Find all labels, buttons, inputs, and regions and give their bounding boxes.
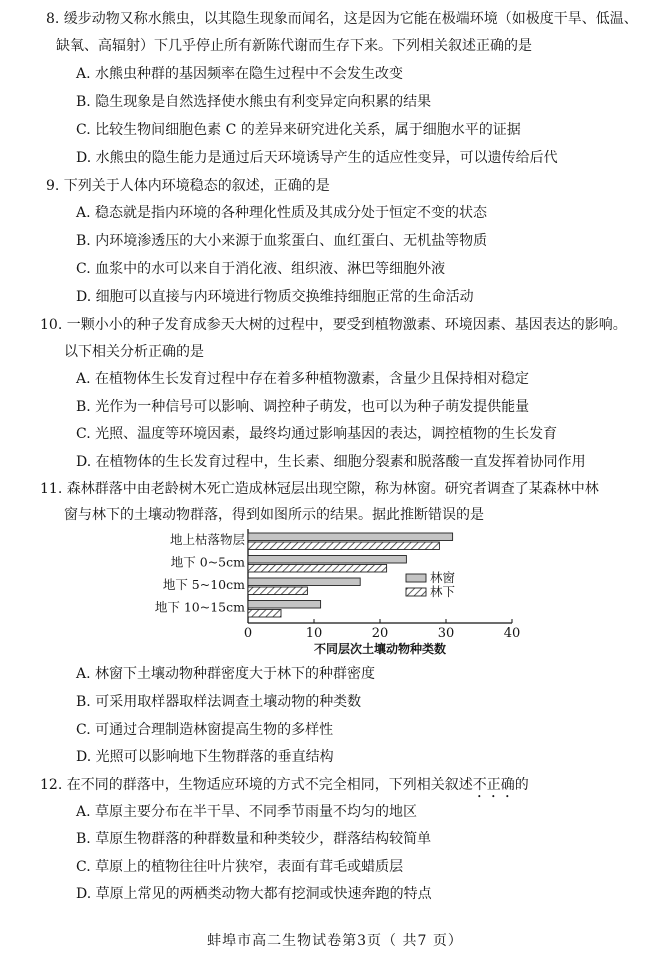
q10-option-d: D. 在植物体的生长发育过程中，生长素、细胞分裂素和脱落酸一直发挥着协同作用 [76,454,586,470]
q12-stem [40,775,529,801]
q10-option-b: B. 光作为一种信号可以影响、调控种子萌发，也可以为种子萌发提供能量 [76,399,530,415]
x-tick-label: 30 [437,626,455,641]
q10-option-c: C. 光照、温度等环境因素，最终均通过影响基因的表达，调控植物的生长发育 [76,426,558,442]
x-tick-label: 10 [305,626,323,641]
soil-fauna-bar-chart [150,527,530,655]
bar-lin-xia [248,610,281,618]
legend-swatch-lin-xia [406,588,426,596]
q9-option-c: C. 血浆中的水可以来自于消化液、组织液、淋巴等细胞外液 [76,261,446,277]
legend-label-lin-chuang: 林窗 [430,570,456,585]
q12-stem-post: 的 [514,777,529,793]
x-axis-title: 不同层次土壤动物种类数 [313,642,447,655]
q11-stem-line2: 窗与林下的土壤动物群落，得到如图所示的结果。据此推断错误的是 [64,507,484,523]
category-label: 地下 5~10cm [162,577,245,592]
page-footer: 蚌埠市高二生物试卷第3页（ 共7 页） [207,933,463,949]
q9-option-d: D. 细胞可以直接与内环境进行物质交换维持细胞正常的生命活动 [76,289,474,305]
q8-stem-line2: 缺氧、高辐射）下几乎停止所有新陈代谢而生存下来。下列相关叙述正确的是 [56,38,532,54]
q9-stem: 9. 下列关于人体内环境稳态的叙述，正确的是 [46,178,330,194]
q11-option-d: D. 光照可以影响地下生物群落的垂直结构 [76,749,334,765]
q8-option-c: C. 比较生物间细胞色素 C 的差异来研究进化关系，属于细胞水平的证据 [76,122,521,138]
q9-option-b: B. 内环境渗透压的大小来源于血浆蛋白、血红蛋白、无机盐等物质 [76,233,488,249]
q10-stem-line1: 10. 一颗小小的种子发育成参天大树的过程中，要受到植物激素、环境因素、基因表达的影响。 [40,317,627,333]
q12-option-c: C. 草原上的植物往往叶片狭窄，表面有茸毛或蜡质层 [76,859,404,875]
bar-lin-chuang [248,533,453,541]
category-label: 地下 0~5cm [170,554,245,570]
q12-stem-emphasis: 不正确 [472,777,515,793]
q12-stem-pre: 12. 在不同的群落中，生物适应环境的方式不完全相同，下列相关叙述 [40,777,473,793]
q8-option-d: D. 水熊虫的隐生能力是通过后天环境诱导产生的适应性变异，可以遗传给后代 [76,150,558,166]
bar-lin-xia [248,587,307,595]
q10-stem-line2: 以下相关分析正确的是 [64,344,204,360]
x-tick-label: 40 [503,626,521,641]
bar-lin-chuang [248,556,406,564]
q12-option-b: B. 草原生物群落的种群数量和种类较少，群落结构较简单 [76,831,432,847]
legend-swatch-lin-chuang [406,574,426,582]
q10-option-a: A. 在植物体生长发育过程中存在着多种植物激素，含量少且保持相对稳定 [76,371,530,387]
q11-option-a: A. 林窗下土壤动物种群密度大于林下的种群密度 [76,666,376,682]
bar-lin-chuang [248,601,321,609]
q11-option-b: B. 可采用取样器取样法调查土壤动物的种类数 [76,694,362,710]
q8-option-a: A. 水熊虫种群的基因频率在隐生过程中不会发生改变 [76,66,404,82]
q11-stem-line1: 11. 森林群落中由老龄树木死亡造成林冠层出现空隙，称为林窗。研究者调查了某森林中林 [40,481,599,497]
q12-option-a: A. 草原主要分布在半干旱、不同季节雨量不均匀的地区 [76,804,418,820]
legend-label-lin-xia: 林下 [430,584,456,599]
q12-option-d: D. 草原上常见的两栖类动物大都有挖洞或快速奔跑的特点 [76,886,432,902]
category-label: 地上枯落物层 [169,532,245,547]
q11-option-c: C. 可通过合理制造林窗提高生物的多样性 [76,722,334,738]
bar-lin-chuang [248,578,360,586]
bar-lin-xia [248,542,439,550]
bar-lin-xia [248,565,387,573]
x-tick-label: 0 [243,626,253,641]
q8-option-b: B. 隐生现象是自然选择使水熊虫有利变异定向积累的结果 [76,94,432,110]
category-label: 地下 10~15cm [154,599,245,615]
q9-option-a: A. 稳态就是指内环境的各种理化性质及其成分处于恒定不变的状态 [76,205,488,221]
x-tick-label: 20 [371,626,389,641]
q8-stem-line1: 8. 缓步动物又称水熊虫，以其隐生现象而闻名，这是因为它能在极端环境（如极度干旱、低温、 [46,11,638,27]
